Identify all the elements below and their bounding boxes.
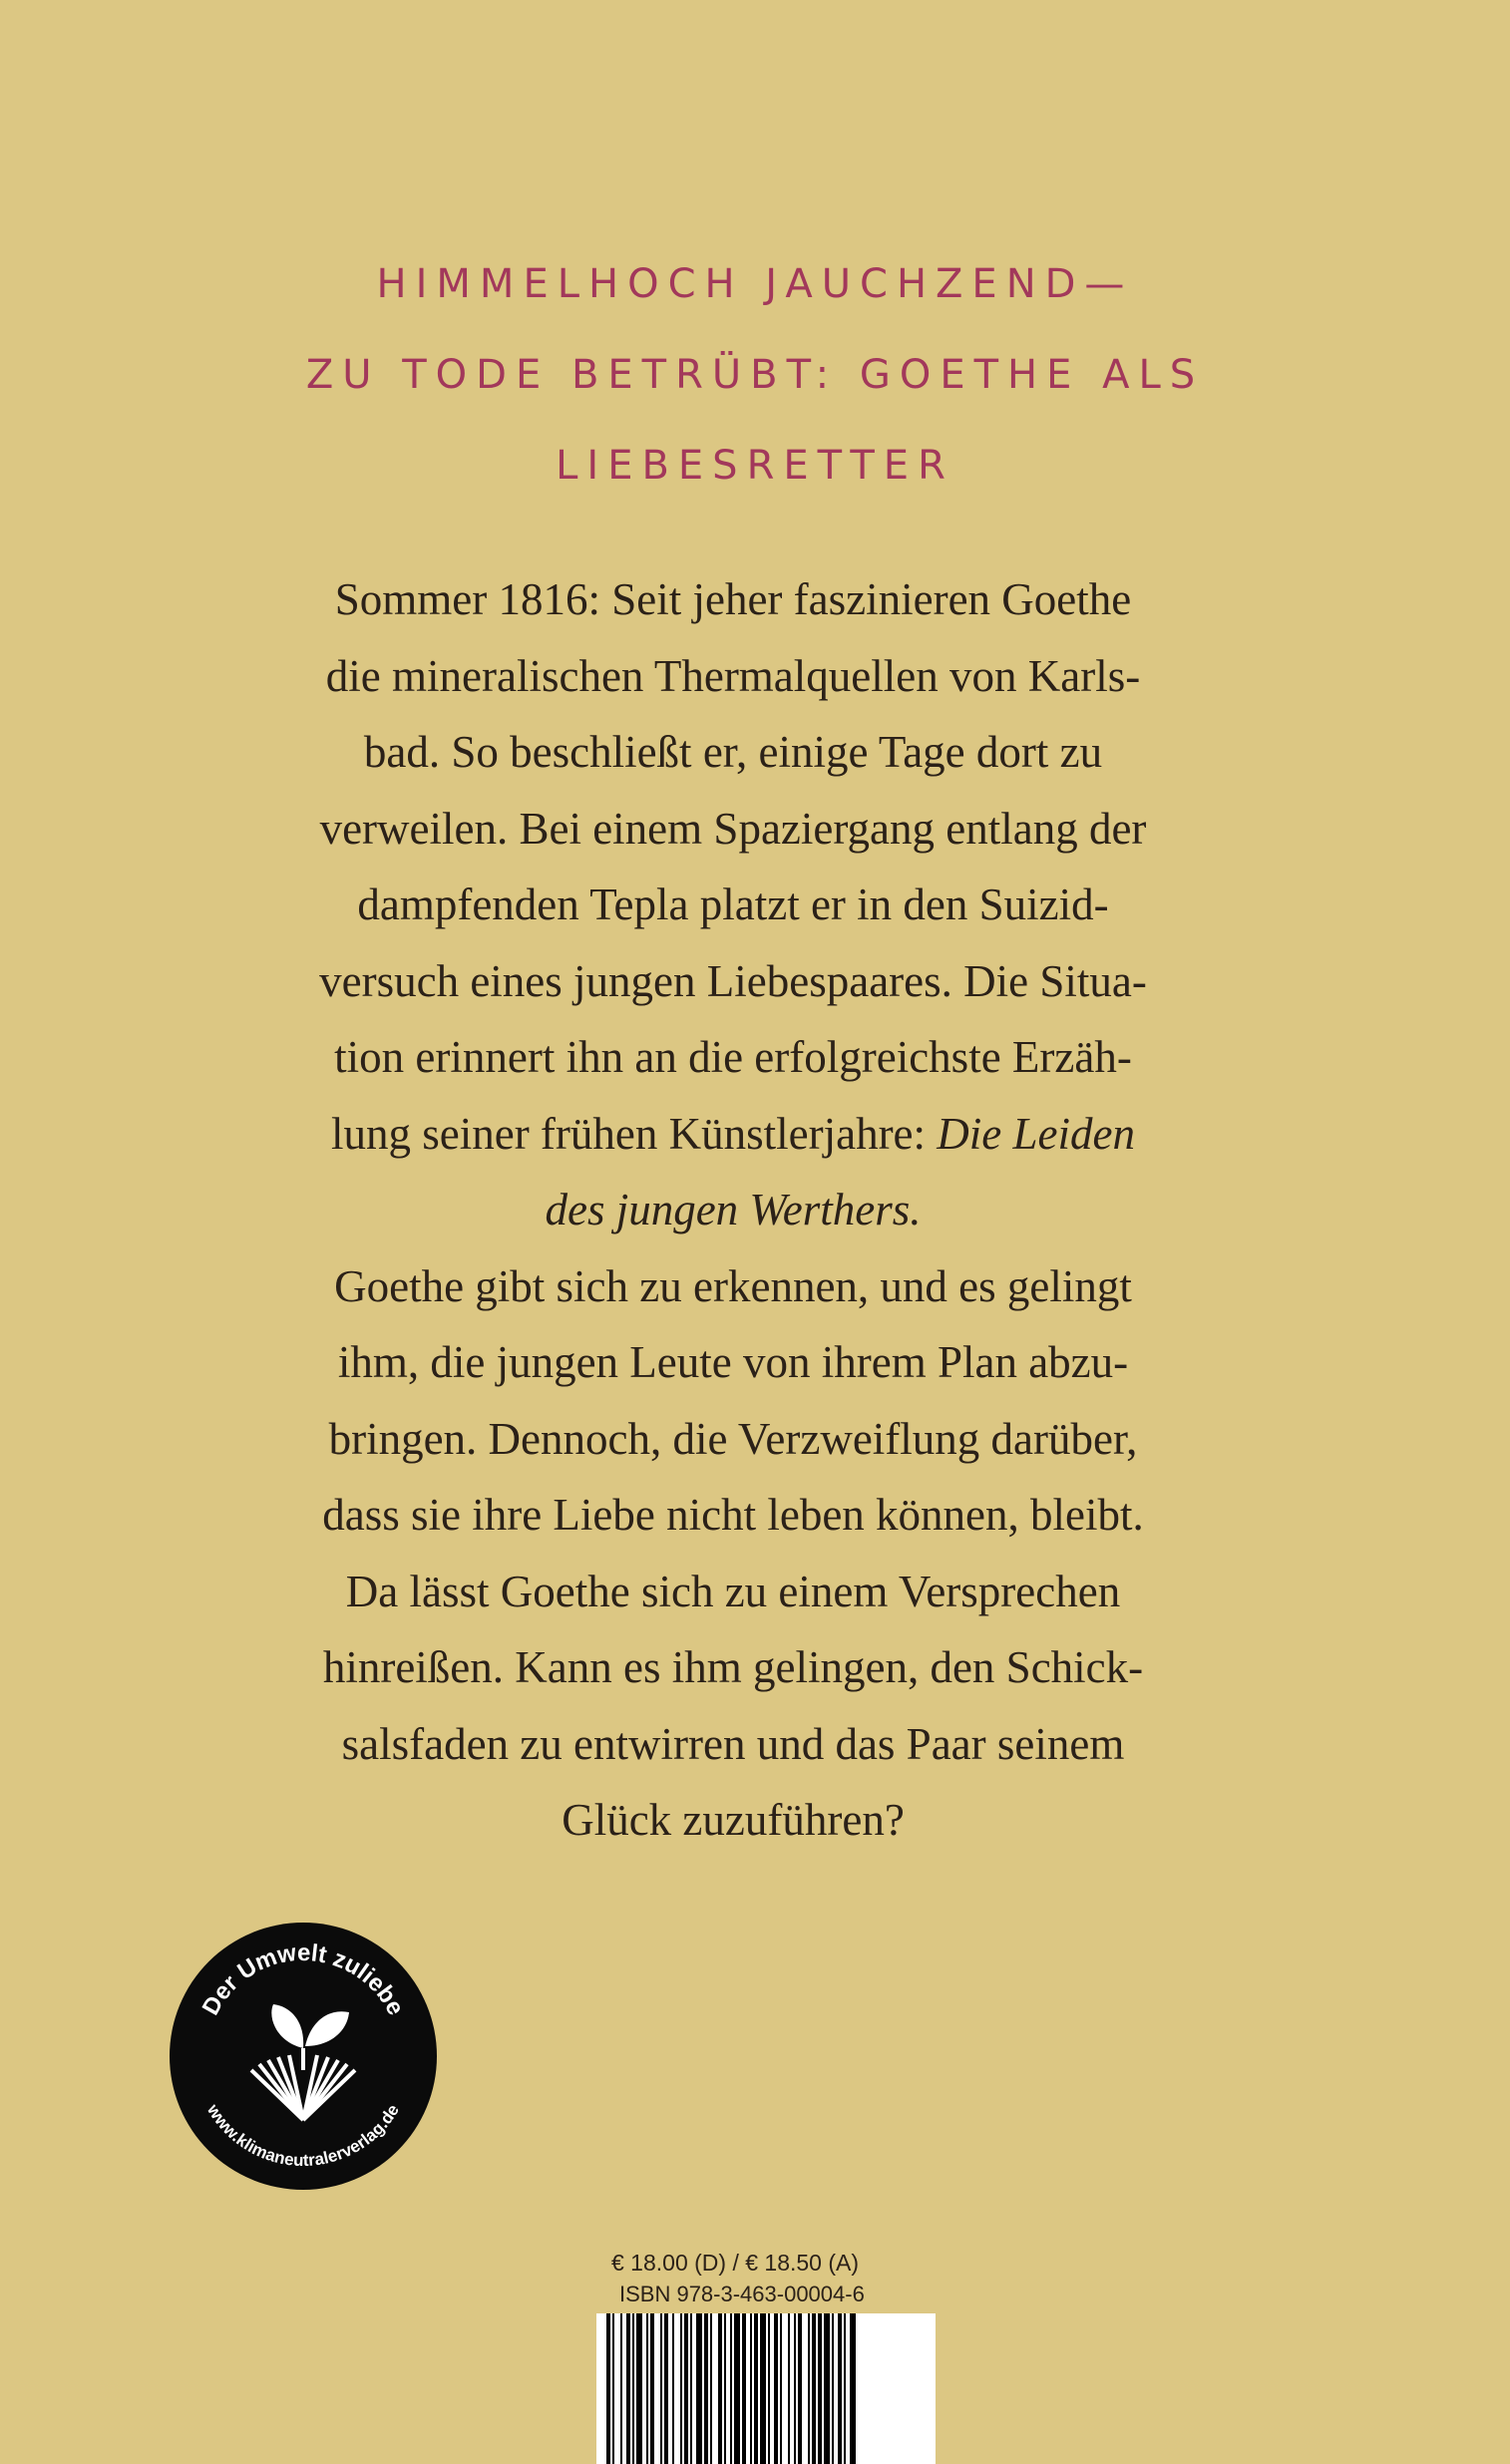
isbn-barcode: [596, 2313, 936, 2464]
blurb-text: [229, 561, 1237, 1859]
blurb-line: Da lässt Goethe sich zu einem Versprechen: [345, 1566, 1121, 1616]
barcode-bar: [710, 2313, 712, 2464]
barcode-bar: [850, 2313, 856, 2464]
barcode-bar: [838, 2313, 842, 2464]
book-title-italic: Die Leiden: [937, 1108, 1135, 1159]
barcode-bar: [818, 2313, 822, 2464]
barcode-bar: [750, 2313, 752, 2464]
barcode-bar: [760, 2313, 766, 2464]
blurb-line: bad. So beschließt er, einige Tage dort zu: [363, 727, 1103, 777]
barcode-bar: [672, 2313, 674, 2464]
blurb-line: Sommer 1816: Seit jeher faszinieren Goethe: [334, 574, 1132, 624]
barcode-bar: [680, 2313, 682, 2464]
barcode-bar: [774, 2313, 778, 2464]
barcode-bar: [632, 2313, 634, 2464]
headline-line-3: LIEBESRETTER: [556, 443, 954, 489]
barcode-bar: [684, 2313, 688, 2464]
barcode-bar: [798, 2313, 802, 2464]
barcode-bar: [696, 2313, 702, 2464]
barcode-bar: [824, 2313, 830, 2464]
barcode-bar: [646, 2313, 648, 2464]
barcode-bar: [730, 2313, 732, 2464]
barcode-bar: [754, 2313, 758, 2464]
blurb-line: dampfenden Tepla platzt er in den Suizid-: [357, 880, 1109, 929]
blurb-line: versuch eines jungen Liebespaares. Die Situa-: [319, 955, 1147, 1006]
blurb-line: tion erinnert ihn an die erfolgreichste Erzäh-: [334, 1032, 1132, 1082]
isbn-label: ISBN 978-3-463-00004-6: [619, 2282, 865, 2306]
blurb-line: Goethe gibt sich zu erkennen, und es gelingt: [334, 1260, 1132, 1311]
blurb-line: hinreißen. Kann es ihm gelingen, den Schick-: [322, 1642, 1144, 1692]
blurb-line: ihm, die jungen Leute von ihrem Plan abzu-: [337, 1337, 1129, 1387]
headline: [0, 239, 1510, 512]
barcode-bar: [808, 2313, 810, 2464]
barcode-bar: [724, 2313, 726, 2464]
seal-top-text: Der Umwelt zuliebe: [196, 1938, 410, 2020]
barcode-bar: [734, 2313, 740, 2464]
barcode-bar: [788, 2313, 790, 2464]
barcode-bar: [704, 2313, 708, 2464]
barcode-bar: [612, 2313, 614, 2464]
barcode-bar: [690, 2313, 692, 2464]
headline-line-1: HIMMELHOCH JAUCHZEND—: [376, 261, 1134, 307]
barcode-bar: [718, 2313, 722, 2464]
price-label: € 18.00 (D) / € 18.50 (A): [611, 2250, 860, 2276]
barcode-bar: [664, 2313, 668, 2464]
barcode-bar: [844, 2313, 846, 2464]
barcode-bar: [780, 2313, 782, 2464]
blurb-line: bringen. Dennoch, die Verzweiflung darüber,: [328, 1413, 1138, 1464]
barcode-bar: [660, 2313, 662, 2464]
barcode-bar: [606, 2313, 610, 2464]
blurb-line: verweilen. Bei einem Spaziergang entlang der: [319, 803, 1147, 854]
barcode-bar: [620, 2313, 622, 2464]
barcode-bar: [626, 2313, 630, 2464]
blurb-line: [229, 1096, 1237, 1173]
barcode-bar: [812, 2313, 816, 2464]
barcode-bar: [650, 2313, 654, 2464]
climate-neutral-seal: [168, 1921, 439, 2192]
barcode-bar: [768, 2313, 770, 2464]
blurb-line: die mineralischen Thermalquellen von Karls-: [325, 650, 1141, 701]
blurb-line-part: lung seiner frühen Künstlerjahre:: [330, 1108, 927, 1159]
book-title-italic: des jungen Werthers.: [545, 1185, 922, 1234]
blurb-line: salsfaden zu entwirren und das Paar seinem: [341, 1718, 1125, 1769]
blurb-line: Glück zuzuführen?: [562, 1795, 905, 1845]
seal-bottom-text: www.klimaneutralerverlag.de: [203, 2101, 403, 2171]
barcode-bar: [832, 2313, 834, 2464]
headline-line-2: ZU TODE BETRÜBT: GOETHE ALS: [305, 352, 1205, 398]
blurb-line: dass sie ihre Liebe nicht leben können, bleibt.: [322, 1490, 1144, 1540]
barcode-bar: [794, 2313, 796, 2464]
barcode-bar: [742, 2313, 746, 2464]
barcode-bar: [636, 2313, 642, 2464]
